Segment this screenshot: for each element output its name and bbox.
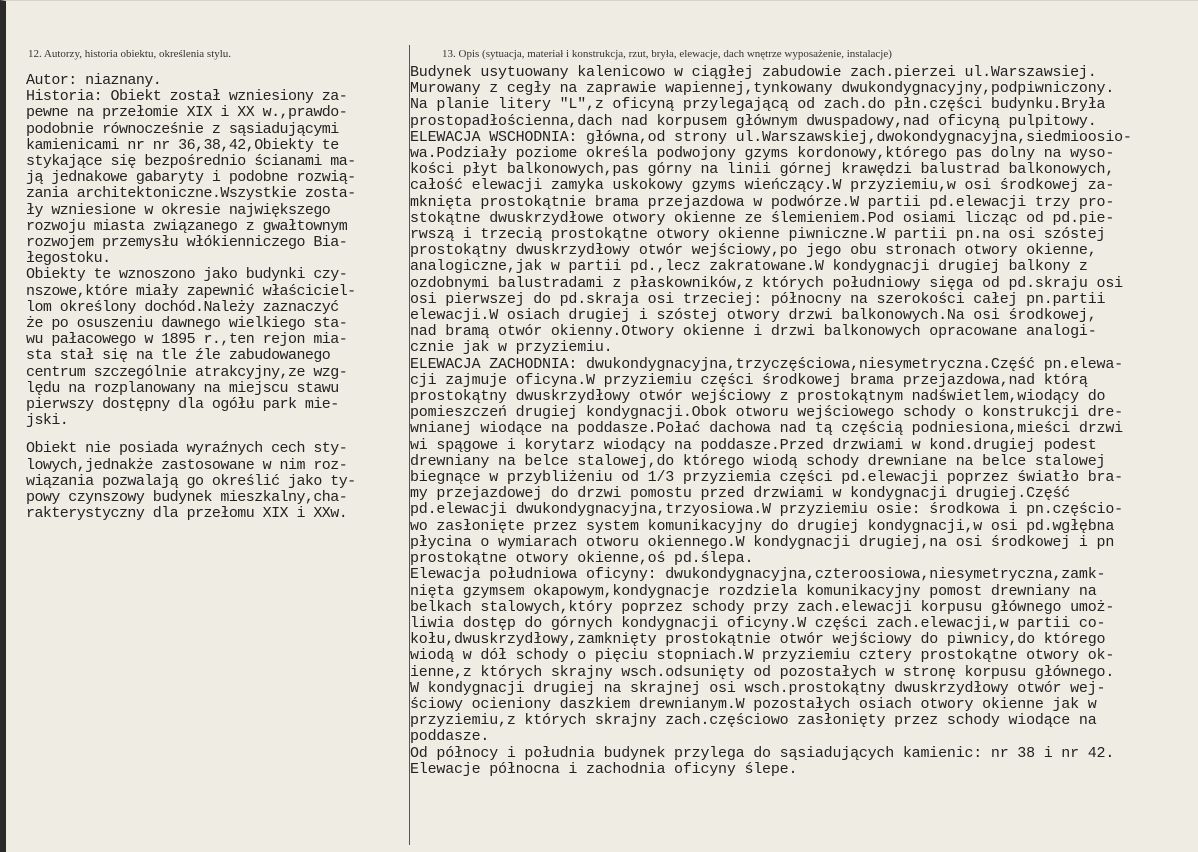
description-line: Budynek usytuowany kalenicowo w ciągłej zabudowie zach.pierzei ul.Warszawsiej. [410, 65, 1097, 81]
history-line [26, 429, 404, 441]
description-line: osi pierwszej do pd.skraja osi trzeciej: północny na szerokości całej pn.partii [410, 291, 1106, 308]
description-line: cji zajmuje oficyna.W przyziemiu części środkowej brama przejazdowa,nad którą [410, 372, 1088, 389]
description-line: nad bramą otwór okienny.Otwory okienne i drzwi balkonowych opracowane analogi- [410, 324, 1097, 341]
description-line: wi spągowe i korytarz wiodący na poddasze.Przed drzwiami w kond.drugiej podest [410, 437, 1097, 454]
description-line: nięta gzymsem okapowym,kondygnacje rozdziela komunikacyjny pomost drewniany na [410, 583, 1097, 600]
description-line: wnianej wiodące na poddasze.Połać dachowa nad tą częścią podniesiona,mieści drzwi [410, 421, 1123, 438]
description-line: W kondygnacji drugiej na skrajnej osi wsch.prostokątny dwuskrzydłowy otwór wej- [410, 680, 1106, 697]
description-line: ienne,z których skrajny wsch.odsunięty od pozostałych w stronę korpusu głównego. [410, 664, 1115, 681]
history-line: wiązania pozwalają go określić jako ty- [26, 473, 356, 490]
description-line: wo zasłonięte przez system komunikacyjny do drugiej kondygnacji,w osi pd.wgłębna [410, 518, 1115, 535]
description-line: elewacji.W osiach drugiej i szóstej otwory drzwi balkonowych.Na osi środkowej, [410, 308, 1097, 325]
history-line: nszowe,które miały zapewnić właściciel- [26, 283, 356, 300]
history-line: jski. [26, 413, 69, 430]
description-text [410, 65, 1198, 778]
description-line: przyziemiu,z których skrajny zach.częściowo zasłonięty przez schody wiodące na [410, 713, 1097, 730]
history-line: Obiekty te wznoszono jako budynki czy- [26, 267, 348, 284]
description-line: kołu,dwuskrzydłowy,zamknięty prostokątnie otwór wejściowy do piwnicy,do którego [410, 632, 1106, 649]
description-line: prostokątny dwuskrzydłowy otwór wejściowy,po jego obu stronach otwory okienne, [410, 243, 1097, 260]
history-line: lowych,jednakże zastosowane w nim roz- [26, 457, 348, 474]
description-line: ELEWACJA WSCHODNIA: główna,od strony ul.Warszawskiej,dwokondygnacyjna,siedmioosio- [410, 129, 1132, 146]
description-line: prostokątny dwuskrzydłowy otwór wejściowy z prostokątnym nadświetlem,wiodący do [410, 389, 1106, 406]
description-line: stokątne dwuskrzydłowe otwory okienne ze ślemieniem.Pod osiami licząc od pd.pie- [410, 210, 1115, 227]
description-line: Murowany z cegły na zaprawie wapiennej,tynkowany dwukondygnacyjny,podpiwniczony. [410, 81, 1115, 98]
history-line: kamienicami nr nr 36,38,42,Obiekty te [26, 137, 339, 154]
history-line: rozwojem przemysłu włókienniczego Bia- [26, 235, 348, 252]
history-line: lędu na rozplanowany na miejscu stawu [26, 380, 339, 397]
history-line: powy czynszowy budynek mieszkalny,cha- [26, 490, 348, 507]
history-line: rakterystyczny dla przełomu XIX i XXw. [26, 506, 348, 523]
history-line: Historia: Obiekt został wzniesiony za- [26, 89, 348, 106]
description-line: rwszą i trzecią prostokątne otwory okienne piwniczne.W partii pn.na osi szóstej [410, 227, 1106, 244]
left-column-header: 12. Autorzy, historia obiektu, określenia stylu. [28, 48, 232, 60]
history-line: wu pałacowego w 1895 r.,ten rejon mia- [26, 332, 348, 349]
history-line: sta stał się na tle źle zabudowanego [26, 348, 331, 365]
description-line: Na planie litery "L",z oficyną przylegającą od zach.do płn.części budynku.Bryła [410, 97, 1106, 114]
history-line: ją jednakowe gabaryty i podobne rozwią- [26, 170, 356, 187]
description-line: wiodą w dół schody o pięciu stopniach.W przyziemiu cztery prostokątne otwory ok- [410, 648, 1115, 665]
description-line: ściowy ocieniony daszkiem drewnianym.W pozostałych osiach otwory okienne jak w [410, 696, 1097, 713]
history-line: rozwoju miasta związanego z gwałtownym [26, 218, 348, 235]
description-line: kości płyt balkonowych,pas górny na linii górnej krawędzi balustrad balkonowych, [410, 162, 1115, 179]
description-line: prostokątne otwory okienne,oś pd.ślepa. [410, 551, 754, 568]
history-line: że po osuszeniu dawnego wielkiego sta- [26, 316, 348, 333]
description-line: Elewacje północna i zachodnia oficyny ślepe. [410, 761, 798, 778]
history-line: pierwszy dostępny dla ogółu park mie- [26, 397, 339, 414]
description-line: Od północy i południa budynek przylega do sąsiadujących kamienic: nr 38 i nr 42. [410, 745, 1115, 762]
history-line: Obiekt nie posiada wyraźnych cech sty- [26, 441, 348, 458]
description-line: my przejazdowej do drzwi pomostu przed drzwiami w kondygnacji drugiej.Część [410, 486, 1071, 503]
description-line: mknięta prostokątnie brama przejazdowa w podwórze.W partii pd.elewacji trzy pro- [410, 194, 1115, 211]
history-line: zania architektoniczne.Wszystkie zosta- [26, 186, 356, 203]
history-text [26, 73, 404, 522]
description-line: ELEWACJA ZACHODNIA: dwukondygnacyjna,trzyczęściowa,niesymetryczna.Część pn.elewa- [410, 356, 1123, 373]
history-line: centrum szczególnie atrakcyjny,ze wzg- [26, 364, 348, 381]
description-line: belkach stalowych,który poprzez schody przy zach.elewacji korpusu głównego umoż- [410, 599, 1115, 616]
description-line: pd.elewacji dwukondygnacyjna,trzyosiowa.W przyziemiu osie: środkowa i pn.częścio- [410, 502, 1123, 519]
history-line: stykające się bezpośrednio ścianami ma- [26, 154, 356, 171]
history-line: ły wzniesione w okresie największego [26, 202, 331, 219]
right-column-header: 13. Opis (sytuacja, materiał i konstrukcja, rzut, bryła, elewacje, dach wnętrze wyposażenie, instalacje) [442, 48, 892, 60]
history-line: łegostoku. [26, 251, 111, 268]
description-line: płycina o wymiarach otworu okiennego.W kondygnacji drugiej,na osi środkowej i pn [410, 534, 1115, 551]
history-line: Autor: niaznany. [26, 73, 162, 89]
history-line: lom określony dochód.Należy zaznaczyć [26, 299, 339, 316]
description-line: wa.Podziały poziome określa podwojony gzyms kordonowy,którego pas dolny na wyso- [410, 146, 1115, 163]
description-line: liwia dostęp do górnych kondygnacji oficyny.W części zach.elewacji,w partii co- [410, 615, 1106, 632]
description-line: biegnące w przybliżeniu od 1/3 przyziemia części pd.elewacji poprzez światło bra- [410, 470, 1123, 487]
description-line: całość elewacji zamyka uskokowy gzyms wieńczący.W przyziemiu,w osi środkowej za- [410, 178, 1115, 195]
description-line: poddasze. [410, 729, 490, 746]
history-line: podobnie równocześnie z sąsiadującymi [26, 121, 339, 138]
description-line: drewniany na belce stalowej,do którego wiodą schody drewniane na belce stalowej [410, 453, 1106, 470]
description-line: ozdobnymi balustradami z płaskowników,z których południowy sięga od pd.skraju osi [410, 275, 1123, 292]
description-line: pomieszczeń drugiej kondygnacji.Obok otworu wejściowego schody o konstrukcji dre- [410, 405, 1123, 422]
description-line: cznie jak w przyziemiu. [410, 340, 613, 357]
history-line: pewne na przełomie XIX i XX w.,prawdo- [26, 105, 348, 122]
description-line: Elewacja południowa oficyny: dwukondygnacyjna,czteroosiowa,niesymetryczna,zamk- [410, 567, 1106, 584]
description-line: analogiczne,jak w partii pd.,lecz zakratowane.W kondygnacji drugiej balkony z [410, 259, 1088, 276]
description-line: prostopadłościenna,dach nad korpusem głównym dwuspadowy,nad oficyną pulpitowy. [410, 113, 1097, 130]
